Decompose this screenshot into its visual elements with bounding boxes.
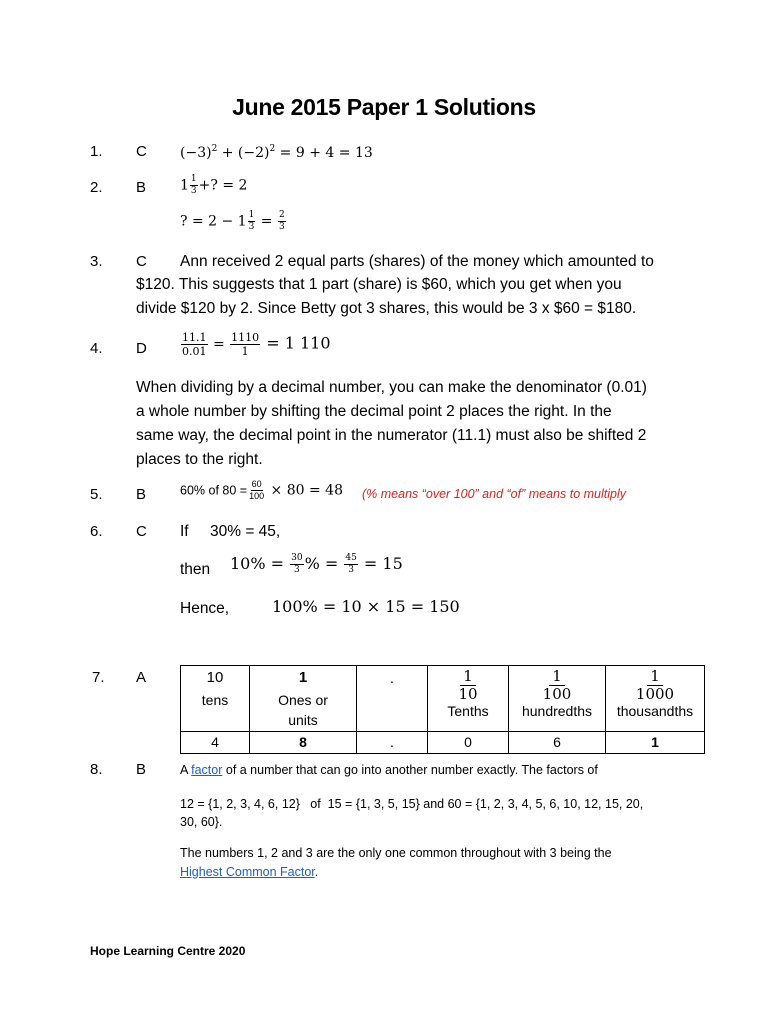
answer-letter: C [136,523,147,540]
answer-letter: A [136,669,147,686]
table-cell: 8 [250,732,357,754]
answer-letter: C [136,253,147,270]
q8-line-4: The numbers 1, 2 and 3 are the only one common throughout with 3 being the [180,846,612,860]
q6-if-expr: 30% = 45, [210,523,281,540]
table-cell: 6 [509,732,606,754]
highest-common-factor-link[interactable]: Highest Common Factor [180,865,315,879]
table-row [181,666,705,732]
table-cell: . [357,732,428,754]
answer-letter: B [136,179,147,196]
table-header-cell: $\frac{1}{10}$ Tenths [428,666,509,732]
q6-then-word: then [180,561,211,578]
q2-equation-line2: ? = 2 − 1 $\frac{1}{3}$ = $\frac{2}{3}$ [180,210,285,232]
answer-letter: B [136,761,147,778]
q6-then-expr: 10% = $\frac{30}{3}$ % = $\frac{45}{3}$ = 15 [230,553,403,575]
table-header-cell: $\frac{1}{100}$ hundredths [509,666,606,732]
page-title: June 2015 Paper 1 Solutions [232,94,536,120]
q3-line-2: $120. This suggests that 1 part (share) is $60, which you get when you [136,276,622,293]
q4-line-4: places to the right. [136,451,263,468]
table-header-cell: . [357,666,428,732]
table-cell: 4 [181,732,250,754]
q6-hence-expr: 100% = 10 × 15 = 150 [272,597,460,616]
footer: Hope Learning Centre 2020 [90,944,246,958]
question-number: 1. [90,143,103,160]
q5-working: 60% of 80 = $\frac{60}{100}$ × 80 = 48 [180,479,343,501]
q4-line-2: a whole number by shifting the decimal point 2 places the right. In the [136,403,612,420]
answer-letter: C [136,143,147,160]
answer-letter: B [136,486,147,503]
question-number: 8. [90,761,103,778]
question-number: 2. [90,179,103,196]
table-header-cell: 10 tens [181,666,250,732]
question-number: 5. [90,486,103,503]
question-number: 3. [90,253,103,270]
table-header-cell: $\frac{1}{1000}$ thousandths [606,666,705,732]
q4-line-3: same way, the decimal point in the numerator (11.1) must also be shifted 2 [136,427,647,444]
q8-line-3: 30, 60}. [180,815,223,829]
q8-line-2: 12 = {1, 2, 3, 4, 6, 12} of 15 = {1, 3, 5, 15} and 60 = {1, 2, 3, 4, 5, 6, 10, 12, 15, 20, [180,797,644,811]
table-cell: 1 [606,732,705,754]
table-header-cell: 1 Ones or units [250,666,357,732]
q8-line-1: A factor of a number that can go into another number exactly. The factors of [180,763,598,777]
q8-line-5: Highest Common Factor. [180,865,319,879]
q6-if-word: If [180,523,189,540]
question-number: 6. [90,523,103,540]
factor-link[interactable]: factor [191,763,223,777]
q1-working: $(-3)^2 + (-2)^2 = 9 + 4 = 13$ [180,144,373,161]
q4-line-1: When dividing by a decimal number, you can make the denominator (0.01) [136,379,647,396]
q2-equation-line1: 1 $\frac{1}{3}$ +? = 2 [180,174,248,196]
answer-letter: D [136,340,147,357]
q6-hence-word: Hence, [180,600,230,617]
question-number: 4. [90,340,103,357]
table-cell: 0 [428,732,509,754]
q3-line-3: divide $120 by 2. Since Betty got 3 shares, this would be 3 x $60 = $180. [136,300,637,317]
q3-line-1: Ann received 2 equal parts (shares) of the money which amounted to [180,253,654,270]
question-number: 7. [92,669,105,686]
place-value-table [180,665,705,754]
table-row [181,732,705,754]
q4-working: $\frac{11.1}{0.01}$ = $\frac{1110}{1}$ = 1 110 [182,331,331,358]
q5-note: (% means “over 100” and “of” means to multiply [362,487,626,501]
